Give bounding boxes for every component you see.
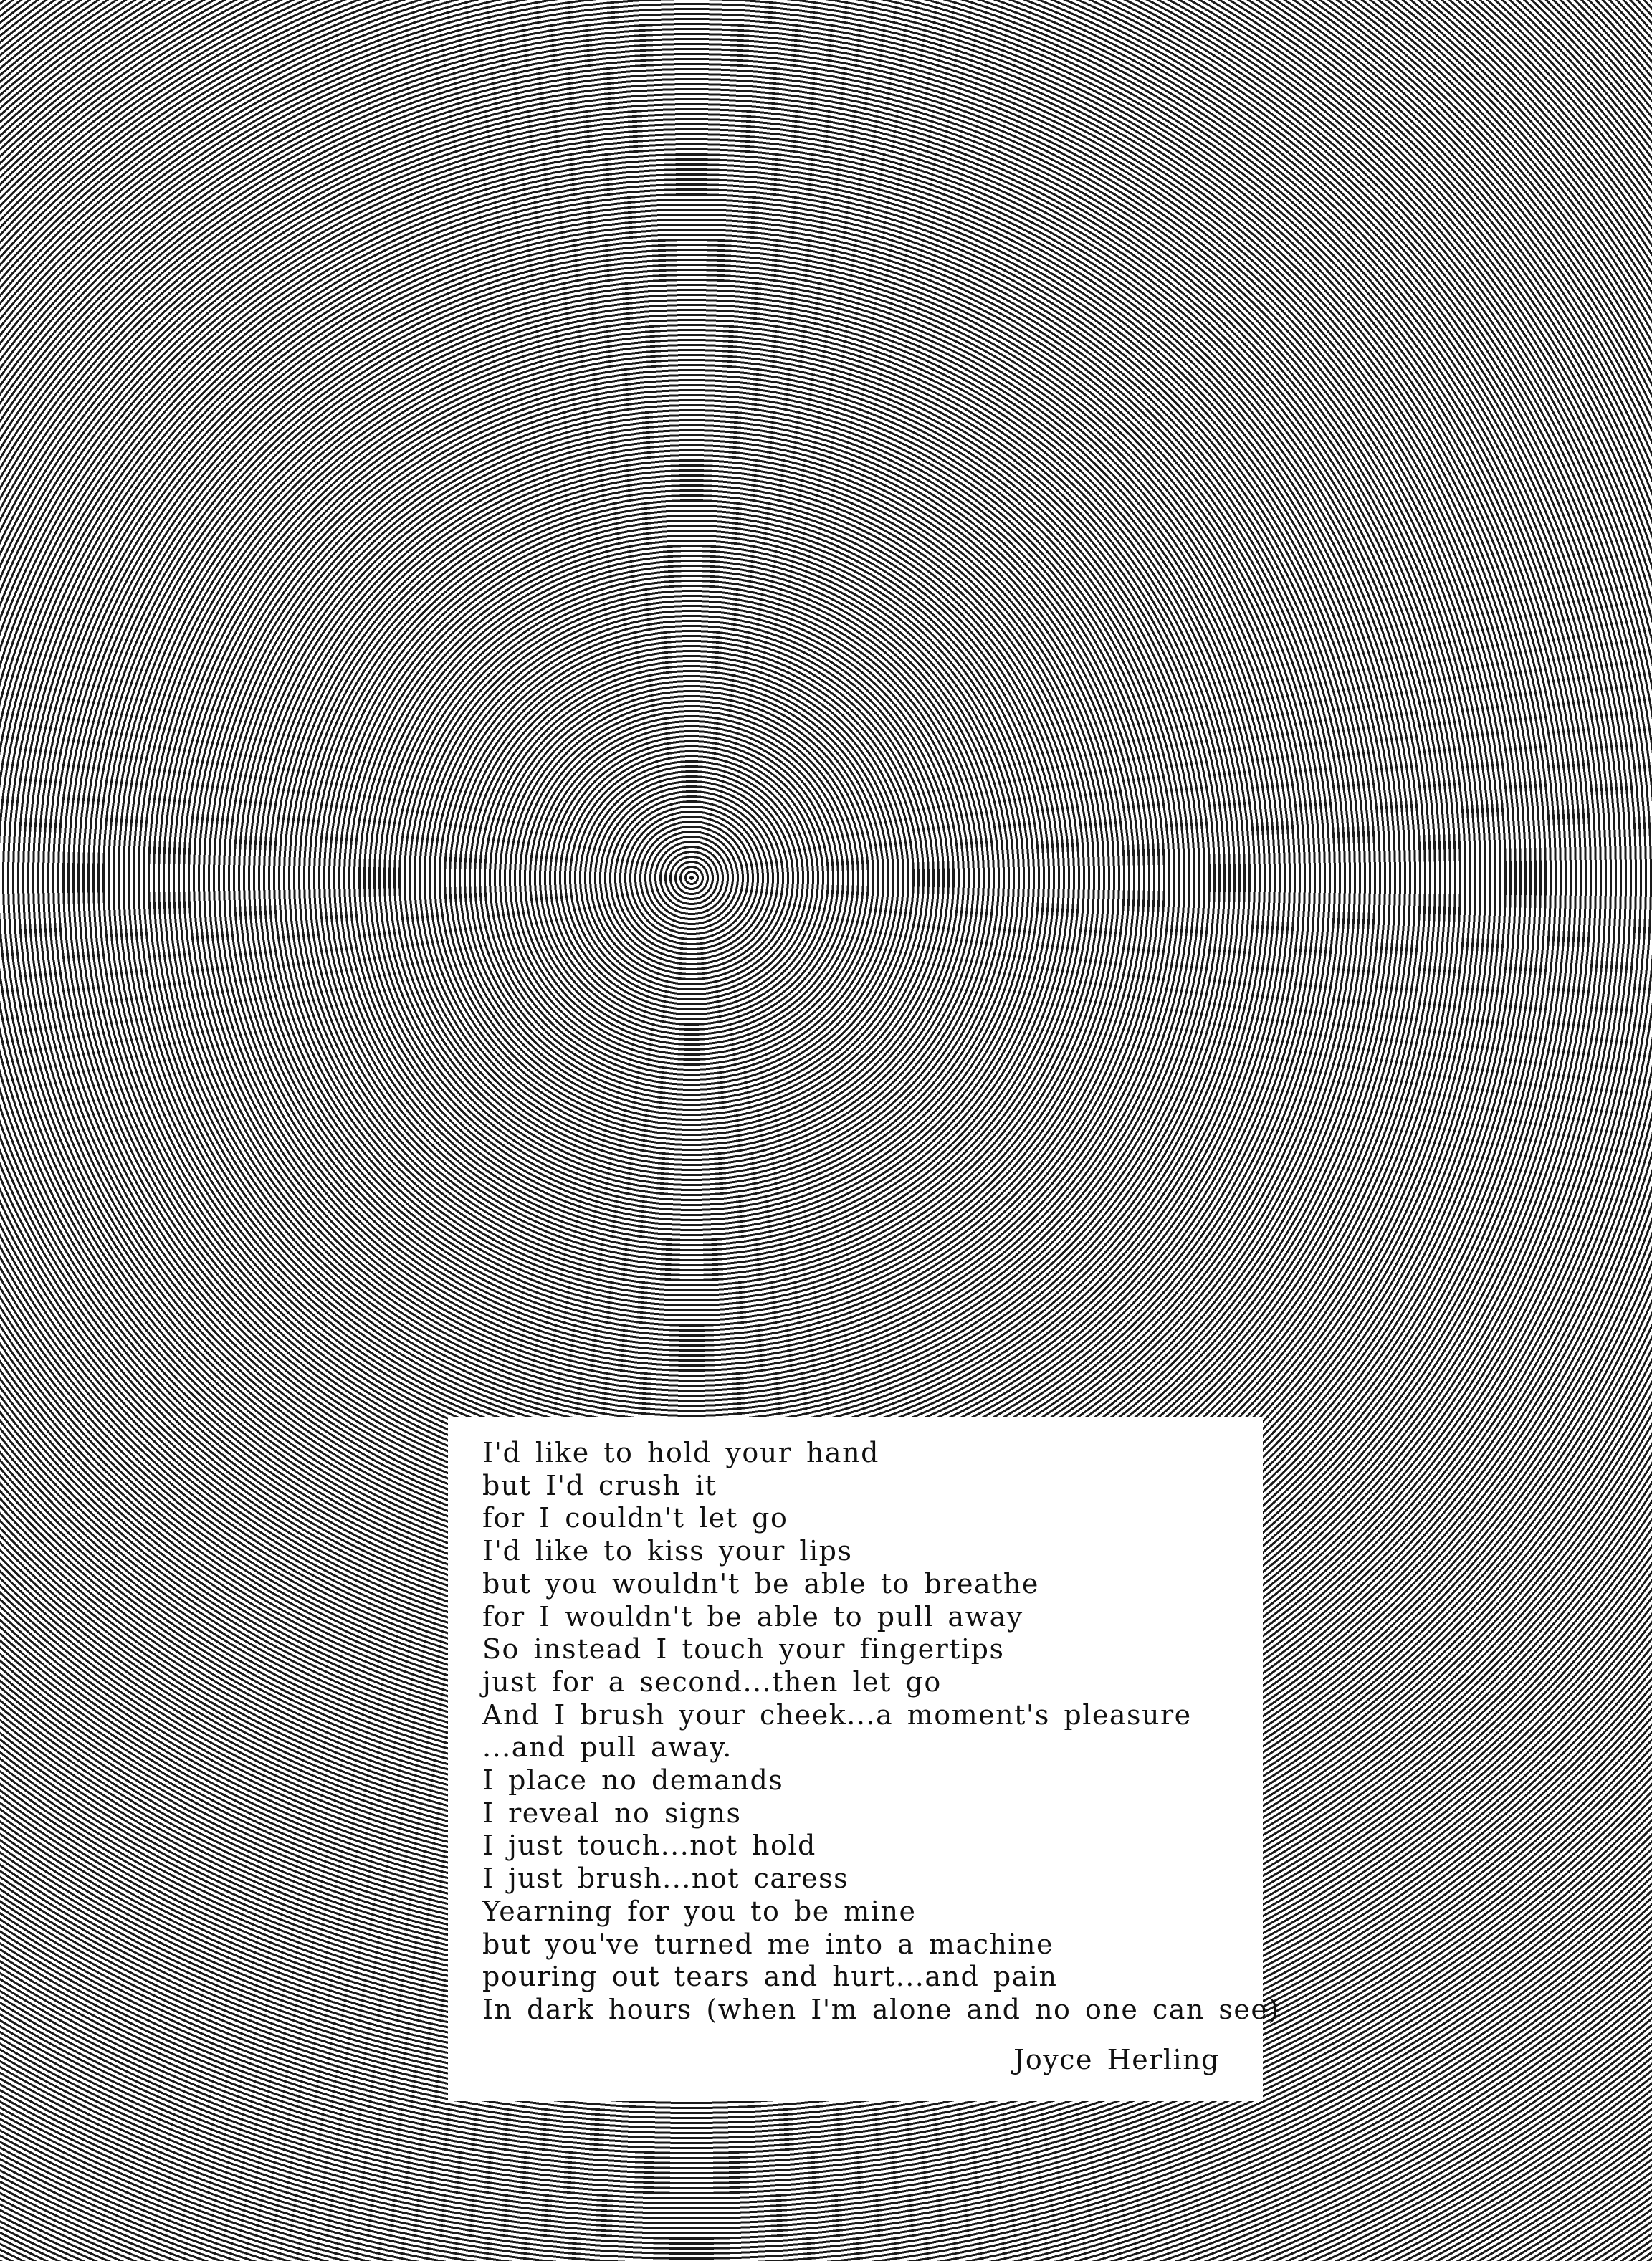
poem-line: I just touch...not hold (482, 1830, 816, 1862)
poem-line: for I couldn't let go (482, 1502, 788, 1534)
poem-lines (482, 1437, 1280, 2027)
poem-line: for I wouldn't be able to pull away (482, 1600, 1023, 1633)
poem-line: I place no demands (482, 1764, 784, 1797)
poem-line: And I brush your cheek...a moment's pleasure (482, 1698, 1192, 1731)
poem-line: but you've turned me into a machine (482, 1928, 1054, 1960)
poem-line: Yearning for you to be mine (482, 1895, 917, 1927)
poem-panel (448, 1417, 1280, 2101)
poem-line: I just brush...not caress (482, 1863, 849, 1895)
poem-line: but I'd crush it (482, 1469, 717, 1501)
poem-line: In dark hours (when I'm alone and no one can see) (482, 1993, 1280, 2025)
poem-line: I reveal no signs (482, 1797, 742, 1829)
poem-line: but you wouldn't be able to breathe (482, 1567, 1039, 1600)
poem-line: ...and pull away. (482, 1731, 732, 1764)
poem-line: just for a second...then let go (482, 1665, 942, 1698)
poem-line: pouring out tears and hurt...and pain (482, 1961, 1058, 1993)
poem-line: I'd like to kiss your lips (482, 1535, 853, 1567)
poem-line: I'd like to hold your hand (482, 1437, 879, 1468)
poem-author: Joyce Herling (1013, 2044, 1220, 2075)
poem-line: So instead I touch your fingertips (482, 1633, 1005, 1665)
